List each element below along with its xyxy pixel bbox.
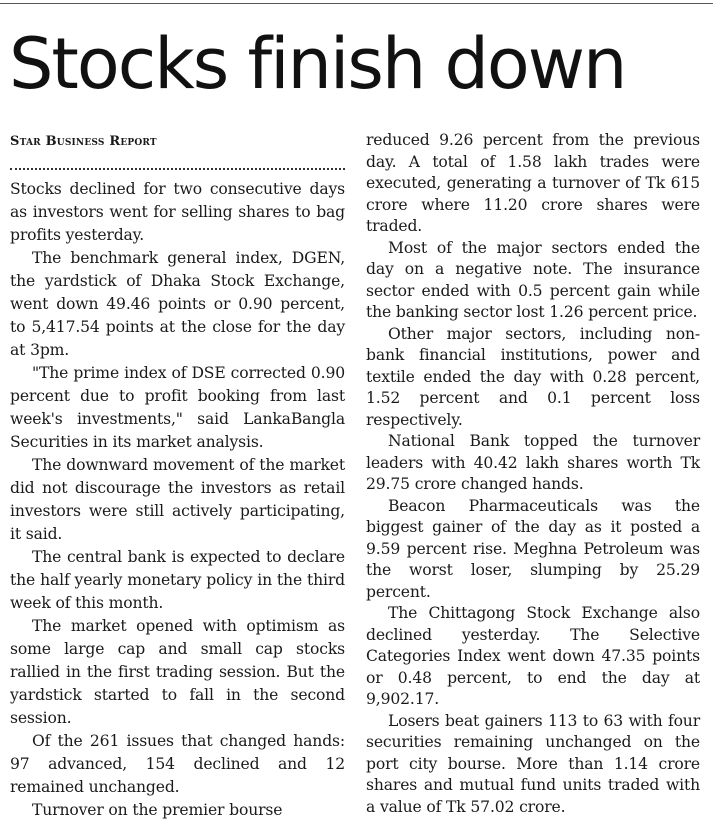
headline: Stocks finish down: [9, 23, 626, 105]
paragraph: The Chittagong Stock Exchange also declined yesterday. The Selective Categories Index went down 47.35 points or 0.48 percent, to end the day at 9,902.17.: [366, 604, 700, 708]
byline: [10, 130, 345, 153]
paragraph: The central bank is expected to declare the half yearly monetary policy in the third week of this month.: [10, 548, 345, 612]
article-column-right: [366, 130, 700, 818]
dotted-divider: [10, 153, 345, 170]
paragraph: "The prime index of DSE corrected 0.90 percent due to profit booking from last week's investments," said LankaBangla Securities in its market analysis.: [10, 364, 345, 451]
paragraph: Losers beat gainers 113 to 63 with four securities remaining unchanged on the port city bourse. More than 1.14 crore shares and mutual fund units traded with a value of Tk 57.02 crore.: [366, 711, 700, 816]
paragraph: Other major sectors, including non-bank financial institutions, power and textile ended the day with 0.28 percent, 1.52 percent and 0.1 percent loss respectively.: [366, 324, 700, 429]
paragraph: Most of the major sectors ended the day on a negative note. The insurance sector ended with 0.5 percent gain while the banking sector lost 1.26 percent price.: [366, 238, 700, 321]
top-rule: [0, 3, 713, 4]
paragraph: Beacon Pharmaceuticals was the biggest gainer of the day as it posted a 9.59 percent rise. Meghna Petroleum was the worst loser, slumping by 25.29 percent.: [366, 496, 700, 601]
paragraph: The downward movement of the market did not discourage the investors as retail investors were still actively participating, it said.: [10, 456, 345, 543]
paragraph: National Bank topped the turnover leaders with 40.42 lakh shares worth Tk 29.75 crore changed hands.: [366, 432, 700, 493]
paragraph: Of the 261 issues that changed hands: 97 advanced, 154 declined and 12 remained unchanged.: [10, 732, 345, 796]
paragraph: reduced 9.26 percent from the previous day. A total of 1.58 lakh trades were executed, generating a turnover of Tk 615 crore where 11.20 crore shares were traded.: [366, 131, 700, 235]
paragraph: The market opened with optimism as some large cap and small cap stocks rallied in the first trading session. But the yardstick started to fall in the second session.: [10, 617, 345, 727]
paragraph: Turnover on the premier bourse: [32, 801, 283, 819]
article-column-left: [10, 130, 345, 822]
byline-text: Star Business Report: [10, 134, 157, 149]
paragraph: Stocks declined for two consecutive days as investors went for selling shares to bag profits yesterday.: [10, 180, 345, 244]
paragraph: The benchmark general index, DGEN, the yardstick of Dhaka Stock Exchange, went down 49.46 points or 0.90 percent, to 5,417.54 points at the close for the day at 3pm.: [10, 249, 345, 359]
